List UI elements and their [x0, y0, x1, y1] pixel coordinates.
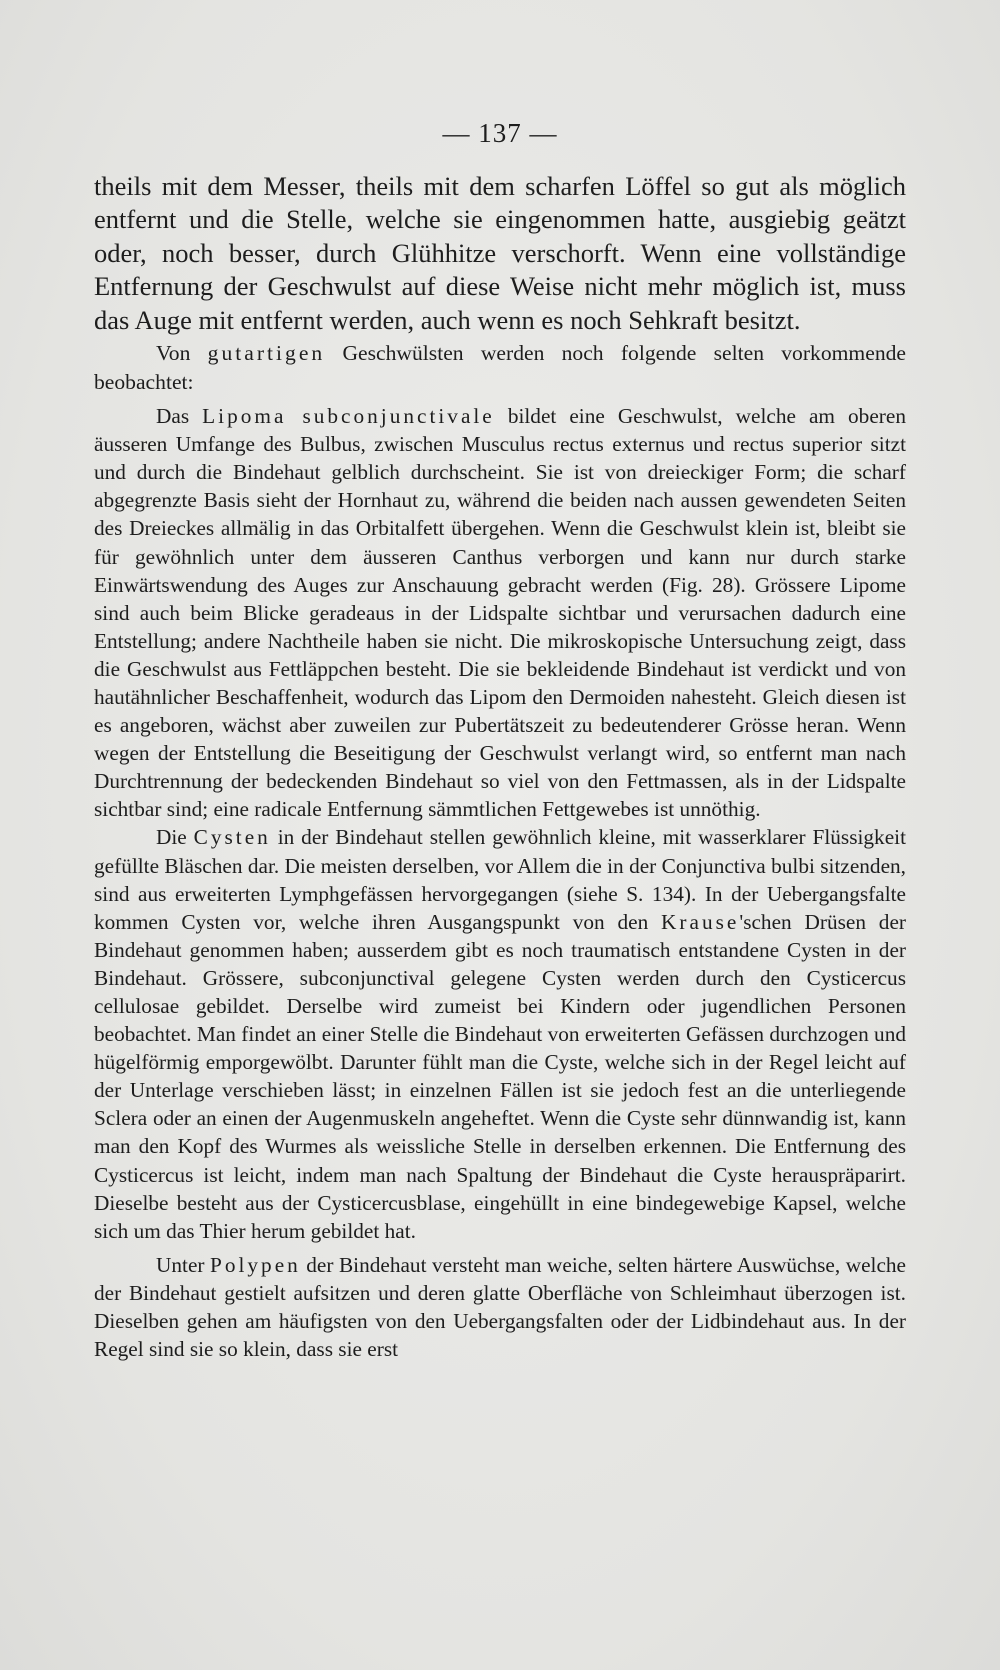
para-text: in der Bindehaut stellen gewöhnlich kleine, mit wasserklarer Flüssigkeit gefüllte Bläschen dar. Die meisten derselben, vor Allem die in der Conjunctiva bulbi sitzenden, sind aus erweiterten Lymphgefässen hervorgegangen (siehe S. 134). In der Uebergangsfalte kommen Cysten vor, welche ihren Ausgangspunkt von den [94, 825, 906, 934]
paragraph-cysts [94, 823, 906, 1244]
para-lead: Von [156, 341, 208, 366]
spaced-term-cysten: Cysten [193, 825, 271, 850]
text-column [94, 170, 906, 1363]
spaced-term-polypen: Polypen [209, 1252, 301, 1277]
para-text: 'schen Drüsen der Bindehaut genommen haben; ausserdem gibt es noch traumatisch entstandene Cysten in der Bindehaut. Grössere, subconjunctival gelegene Cysten werden durch den Cysticercus cellulosae gebildet. Derselbe wird zumeist bei Kindern oder jugendlichen Personen beobachtet. Man findet an einer Stelle die Bindehaut von erweiterten Gefässen durchzogen und hügelförmig emporgewölbt. Darunter fühlt man die Cyste, welche sich in der Regel leicht auf der Unterlage verschieben lässt; in einzelnen Fällen ist sie jedoch fest an die unterliegende Sclera oder an einen der Augenmuskeln angeheftet. Wenn die Cyste sehr dünnwandig ist, kann man den Kopf des Wurmes als weissliche Stelle in derselben erkennen. Die Entfernung des Cysticercus ist leicht, indem man nach Spaltung der Bindehaut die Cyste herauspräparirt. Dieselbe besteht aus der Cysticercusblase, eingehüllt in eine bindegewebige Kapsel, welche sich um das Thier herum gebildet hat. [94, 909, 906, 1243]
paragraph-benign-tumours-intro [94, 339, 906, 396]
para-text: der Bindehaut versteht man weiche, selten härtere Auswüchse, welche der Bindehaut gestielt aufsitzen und deren glatte Oberfläche von Schleimhaut überzogen ist. Dieselben gehen am häufigsten von den Uebergangsfalten oder der Lidbindehaut aus. In der Regel sind sie so klein, dass sie erst [94, 1252, 906, 1362]
para-lead: Das [156, 404, 203, 429]
paragraph-polyps [94, 1251, 906, 1363]
spaced-term-gutartigen: gutartigen [207, 341, 326, 366]
page-number: — 137 — [442, 118, 558, 148]
paragraph-continuation: theils mit dem Messer, theils mit dem scharfen Löffel so gut als möglich entfernt und die Stelle, welche sie eingenommen hatte, ausgiebig geätzt oder, noch besser, durch Glühhitze verschorft. Wenn eine vollständige Entfernung der Geschwulst auf diese Weise nicht mehr möglich ist, muss das Auge mit entfernt werden, auch wenn es noch Sehkraft besitzt. [94, 171, 906, 335]
para-text: bildet eine Geschwulst, welche am oberen äusseren Umfange des Bulbus, zwischen Musculus rectus externus und rectus superior sitzt und durch die Bindehaut gelblich durchscheint. Sie ist von dreieckiger Form; die scharf abgegrenzte Basis sieht der Hornhaut zu, während die beiden nach aussen gewendeten Seiten des Dreieckes allmälig in das Orbitalfett übergehen. Wenn die Geschwulst klein ist, bleibt sie für gewöhnlich unter dem äusseren Canthus verborgen und kann nur durch starke Einwärtswendung des Auges zur Anschauung gebracht werden (Fig. 28). Grössere Lipome sind auch beim Blicke geradeaus in der Lidspalte sichtbar und verursachen dadurch eine Entstellung; andere Nachtheile haben sie nicht. Die mikroskopische Untersuchung zeigt, dass die Geschwulst aus Fettläppchen besteht. Die sie bekleidende Bindehaut ist verdickt und von hautähnlicher Beschaffenheit, wodurch das Lipom den Dermoiden nahesteht. Gleich diesen ist es angeboren, wächst aber zuweilen zur Pubertätszeit zu bedeutenderer Grösse heran. Wenn wegen der Entstellung die Beseitigung der Geschwulst verlangt wird, so entfernt man nach Durchtrennung der bedeckenden Bindehaut so viel von den Fettmassen, als in der Lidspalte sichtbar sind; eine radicale Entfernung sämmtlichen Fettgewebes ist unnöthig. [94, 404, 906, 822]
spaced-term-lipoma: Lipoma subconjunctivale [202, 404, 495, 429]
spaced-term-krause: Krause [661, 909, 740, 934]
para-lead: Die [156, 825, 194, 850]
paragraph-lipoma [94, 402, 906, 823]
para-lead: Unter [156, 1252, 210, 1277]
para-text: Geschwülsten werden noch folgende selten vorkommende beobachtet: [94, 341, 906, 394]
